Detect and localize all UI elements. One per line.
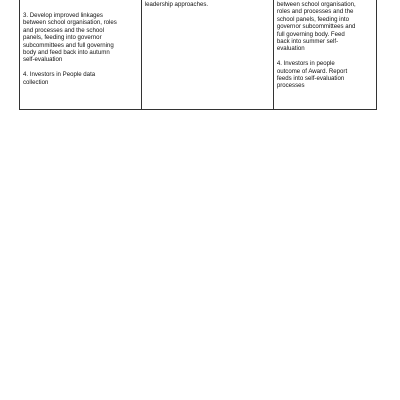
item-4-outcome-text: 4. Investors in people outcome of Award. Report feeds into self-evaluation processes	[276, 60, 348, 90]
item-3-text: 3. Develop improved linkages between school organisation, roles and processes and the school panels, feeding into governor subcommittees and full governing body and feed back into autumn self-evaluation	[23, 12, 117, 64]
table-cell-col1	[20, 0, 142, 110]
item-3-continued-text: between school organisation, roles and processes and the school panels, feeding into governor subcommittees and full governing body. Feed back into summer self- evaluation	[276, 1, 356, 53]
table-row	[20, 0, 377, 110]
table-cell-col3	[273, 0, 376, 110]
table-cell-col2	[141, 0, 273, 110]
leadership-text: leadership approaches.	[144, 1, 209, 8]
action-plan-table	[19, 0, 377, 110]
item-4-text: 4. Investors in People data collection	[23, 71, 96, 86]
